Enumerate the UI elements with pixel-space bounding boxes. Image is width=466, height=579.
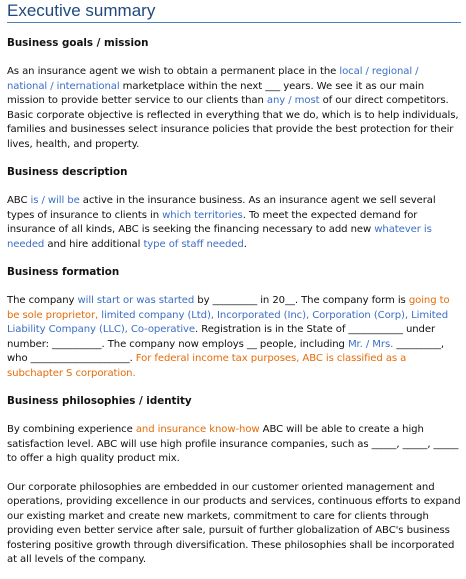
paragraph-text: As an insurance agent we wish to obtain a permanent place in the — [7, 66, 340, 77]
highlighted-text: is / will be — [30, 195, 80, 206]
paragraph-text: . To meet the expected demand for insurance of all kinds, ABC is seeking the financing necessary to add new — [7, 209, 418, 235]
section-heading: Business philosophies / identity — [7, 395, 192, 407]
highlighted-text: Mr. / Mrs. — [347, 338, 394, 350]
paragraph-text: . — [243, 238, 247, 250]
highlighted-text: type of staff needed — [143, 238, 244, 250]
highlighted-text: and insurance know-how — [135, 424, 260, 435]
paragraph-text: The company — [7, 295, 78, 306]
paragraph-text: of our direct competitors. Basic corporate objective is reflected in everything that we do, which is to help individuals, families and businesses select insurance policies that provide the best protection for their lives, health, and property. — [7, 95, 459, 150]
paragraph-text: by _________ in 20__. The company form is — [194, 295, 409, 306]
highlighted-text: which territories — [162, 209, 243, 221]
paragraph-text: marketplace within the next ___ years. We see it as our main mission to provide better service to our clients than — [7, 80, 425, 106]
section-paragraph — [7, 294, 461, 381]
section-paragraph — [7, 65, 461, 152]
document-body — [7, 37, 461, 568]
section-paragraph — [7, 423, 461, 467]
page-title: Executive summary — [7, 0, 461, 23]
highlighted-text: going to be sole proprietor, — [7, 295, 450, 321]
paragraph-text: . Registration is in the State of ___________ under number: __________. The company now employs __ people, including — [7, 324, 436, 350]
paragraph-text: and hire additional — [44, 238, 144, 250]
section-heading: Business description — [7, 166, 128, 178]
section-paragraph — [7, 481, 461, 568]
paragraph-text: active in the insurance business. As an insurance agent we sell several types of insurance to clients in — [7, 195, 436, 221]
paragraph-text: ABC will be able to create a high satisfaction level. ABC will use high profile insurance companies, such as _____, _____, _____ to offer a high quality product mix. — [7, 424, 459, 464]
paragraph-text: ABC — [7, 195, 31, 206]
paragraph-text: Our corporate philosophies are embedded in our customer oriented management and operations, providing excellence in our products and services, continuous efforts to expand our existing market and create new markets, commitment to care for clients through providing even better service after sale, pursuit of further globalization of ABC's business fostering positive growth through diversification. These philosophies shall be incorporated at all levels of the company. — [7, 481, 461, 565]
highlighted-text: For federal income tax purposes, ABC is classified as a subchapter S corporation. — [7, 353, 407, 379]
paragraph-text: By combining experience — [7, 424, 136, 435]
highlighted-text: local / regional / national / international — [7, 66, 419, 92]
highlighted-text: limited company (Ltd), Incorporated (Inc), Corporation (Corp), Limited Liability Company (LLC), Co-operative — [7, 309, 449, 335]
section-paragraph — [7, 194, 461, 252]
highlighted-text: any / most — [266, 95, 320, 106]
highlighted-text: will start or was started — [77, 295, 195, 306]
section-heading: Business formation — [7, 266, 120, 278]
section-heading: Business goals / mission — [7, 37, 149, 49]
paragraph-text: _________, who ____________________. — [7, 338, 444, 364]
highlighted-text: whatever is needed — [7, 224, 432, 250]
